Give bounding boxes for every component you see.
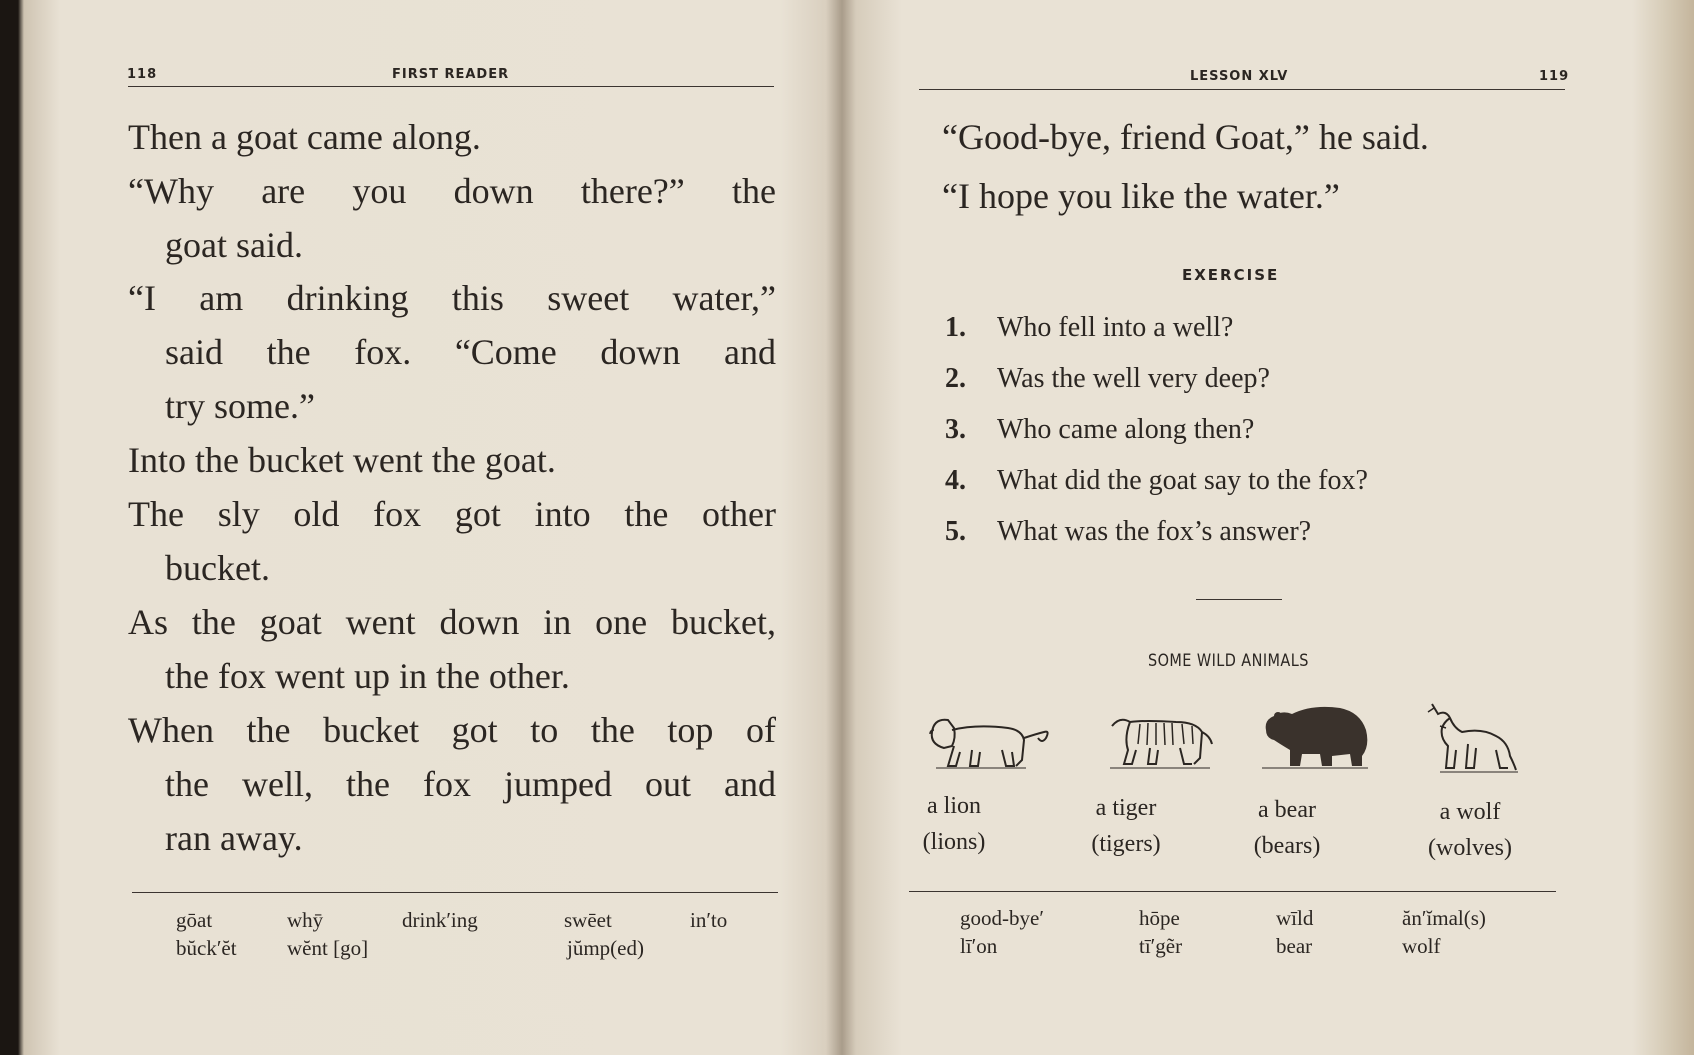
- glossary-word: good-bye′: [960, 906, 1044, 930]
- glossary-word: drink′ing: [402, 908, 478, 932]
- glossary-word: wīld: [1276, 906, 1314, 930]
- text-line: ran away.: [165, 818, 303, 858]
- text-line: “I hope you like the water.”: [942, 176, 1340, 216]
- glossary-word: lī′on: [960, 934, 998, 958]
- glossary-rule: [132, 892, 778, 893]
- glossary-word: tī′gẽr: [1139, 934, 1183, 958]
- exercise-item: 4. What did the goat say to the fox?: [945, 465, 1368, 496]
- text-line: “Why are you down there?” the: [128, 171, 776, 211]
- running-title: LESSON XLV: [1190, 69, 1289, 84]
- page-number: 118: [127, 67, 158, 82]
- glossary-word: bear: [1276, 934, 1313, 958]
- text-line: “Good-bye, friend Goat,” he said.: [942, 117, 1429, 157]
- glossary-rule: [909, 891, 1556, 892]
- glossary-word: wĕnt [go]: [287, 936, 369, 960]
- bear-icon: [1262, 700, 1372, 772]
- tiger-icon: [1106, 710, 1216, 772]
- text-line: said the fox. “Come down and: [165, 332, 776, 372]
- left-page: [0, 0, 842, 1055]
- header-rule: [128, 86, 774, 87]
- glossary-word: wolf: [1402, 934, 1441, 958]
- running-title: FIRST READER: [392, 67, 510, 82]
- text-line: The sly old fox got into the other: [128, 494, 776, 534]
- glossary-word: bŭck′ĕt: [176, 936, 237, 960]
- exercise-item: 1. Who fell into a well?: [945, 312, 1234, 343]
- glossary-word: hōpe: [1139, 906, 1180, 930]
- glossary-word: jŭmp(ed): [567, 936, 644, 960]
- animals-heading: SOME WILD ANIMALS: [1148, 651, 1309, 671]
- section-divider: [1196, 599, 1282, 600]
- exercise-item: 3. Who came along then?: [945, 414, 1255, 445]
- text-line: Into the bucket went the goat.: [128, 440, 556, 480]
- text-line: bucket.: [165, 548, 270, 588]
- text-line: try some.”: [165, 386, 315, 426]
- text-line: the fox went up in the other.: [165, 656, 570, 696]
- text-line: Then a goat came along.: [128, 117, 481, 157]
- text-line: When the bucket got to the top of: [128, 710, 776, 750]
- animal-caption: a tiger (tigers): [1091, 795, 1161, 857]
- animal-caption: a bear (bears): [1253, 797, 1321, 859]
- right-page: [842, 0, 1694, 1055]
- lion-icon: [926, 710, 1054, 772]
- page-number: 119: [1539, 69, 1570, 84]
- glossary-word: swēet: [564, 908, 612, 932]
- text-line: As the goat went down in one bucket,: [128, 602, 776, 642]
- animal-caption: a lion (lions): [922, 793, 986, 855]
- header-rule: [919, 89, 1565, 90]
- glossary-word: ăn′ĭmal(s): [1402, 906, 1486, 930]
- glossary-word: in′to: [690, 908, 728, 932]
- text-line: “I am drinking this sweet water,”: [128, 278, 776, 318]
- exercise-heading: EXERCISE: [1182, 266, 1280, 284]
- text-line: goat said.: [165, 225, 303, 265]
- exercise-item: 2. Was the well very deep?: [945, 363, 1270, 394]
- glossary-word: gōat: [176, 908, 213, 932]
- exercise-item: 5. What was the fox’s answer?: [945, 516, 1312, 547]
- glossary-word: whȳ: [287, 908, 324, 932]
- animal-caption: a wolf (wolves): [1428, 799, 1512, 861]
- text-line: the well, the fox jumped out and: [165, 764, 776, 804]
- wolf-icon: [1420, 698, 1524, 776]
